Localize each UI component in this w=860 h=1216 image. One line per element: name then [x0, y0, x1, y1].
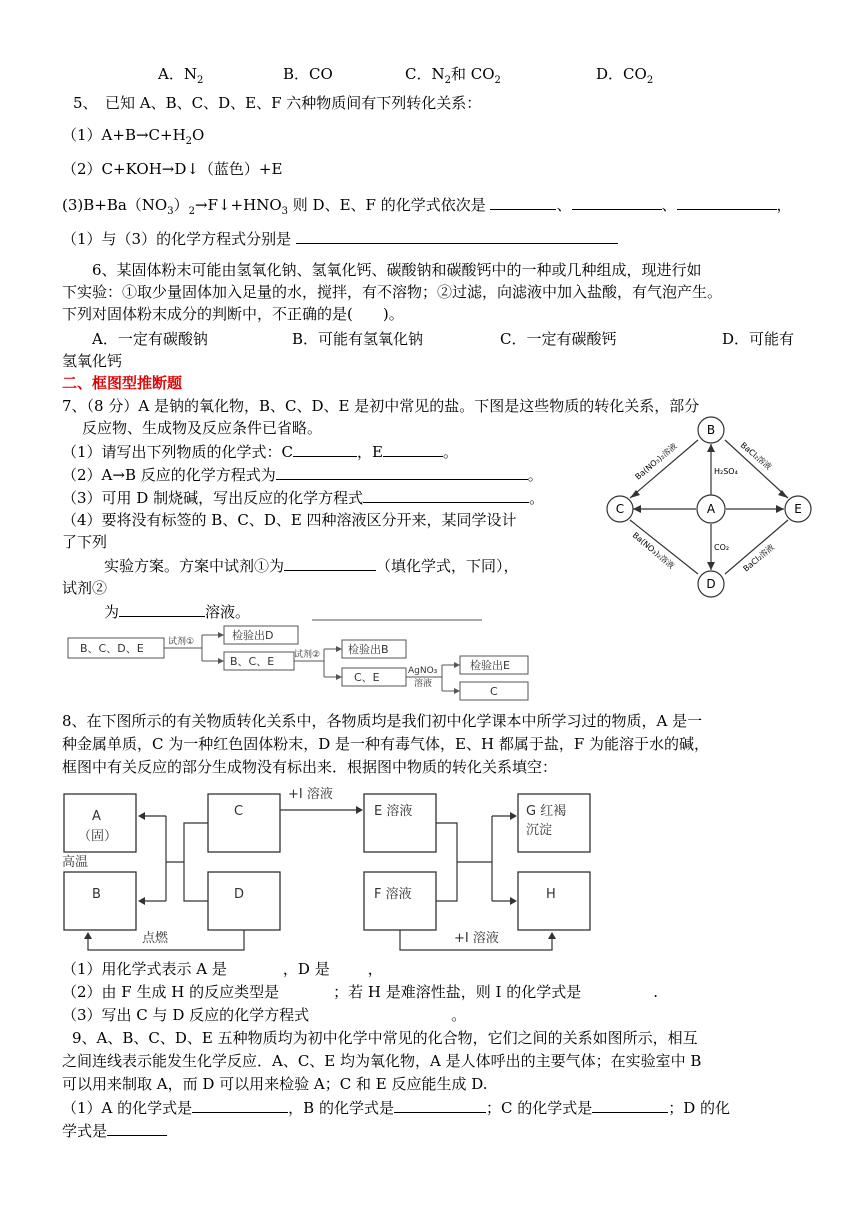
q7-part2: （2）A→B 反应的化学方程式为 。 [62, 463, 543, 486]
q6-option-b: B．可能有氢氧化钠 [292, 330, 424, 348]
label-co2: CO₂ [714, 543, 730, 552]
node-c: C [615, 502, 625, 516]
q7-line1: 7、（8 分）A 是钠的氧化物，B、C、D、E 是初中常见的盐。下图是这些物质的转化关系，部分 [62, 397, 700, 415]
box-g-sub: 沉淀 [526, 823, 553, 838]
label-bottom-reagent: +I 溶液 [454, 931, 499, 946]
flow-out2: 检验出B [348, 643, 389, 656]
label-ba-bot: Ba(NO₃)₂溶液 [630, 530, 676, 571]
q7-part4-line4: 试剂② [62, 579, 108, 597]
q9-line2: 之间连线表示能发生化学反应．A、C、E 均为氧化物，A 是人体呼出的主要气体；在实验室中 B [62, 1052, 702, 1070]
label-ba-top: Ba(NO₃)₂溶液 [633, 441, 679, 482]
label-h2so4: H₂SO₄ [714, 467, 738, 476]
q6-line3: 下列对固体粉末成分的判断中，不正确的是( )。 [62, 305, 404, 323]
label-bacl-bot: BaCl₂溶液 [741, 542, 776, 574]
q9-part1-cont: 学式是 [62, 1119, 167, 1142]
q4-option-c: C．$N_2$和 $CO_2$ [405, 65, 501, 86]
q7-part4-line5: 为 溶液。 [104, 600, 250, 623]
label-dianran: 点燃 [142, 931, 169, 946]
q6-line2: 下实验：①取少量固体加入足量的水，搅拌，有不溶物；②过滤，向滤液中加入盐酸，有气泡产生。 [62, 283, 723, 301]
q6-option-d-cont: 氢氧化钙 [62, 352, 123, 370]
q8-part3: （3）写出 C 与 D 反应的化学方程式 。 [62, 1006, 467, 1024]
q5-eq2: （2）C+KOH→D↓（蓝色）+E [62, 160, 283, 178]
flow-ce: C、E [354, 671, 380, 684]
q6-option-c: C．一定有碳酸钙 [500, 330, 617, 348]
flow-reagent3b: 溶液 [414, 679, 433, 689]
q7-part3: （3）可用 D 制烧碱，写出反应的化学方程式 。 [62, 486, 544, 509]
label-top-reagent: +I 溶液 [288, 787, 333, 802]
flow-out1: 检验出D [232, 629, 274, 642]
q4-option-d: D．$CO_2$ [596, 65, 654, 86]
flow-reagent1: 试剂① [168, 637, 195, 647]
flow-out4: C [490, 685, 498, 698]
section-title: 二、框图型推断题 [62, 374, 183, 392]
q7-line2: 反应物、生成物及反应条件已省略。 [82, 419, 323, 437]
q8-part2: （2）由 F 生成 H 的反应类型是 ；若 H 是难溶性盐，则 I 的化学式是 . [62, 983, 658, 1001]
q6-option-d: D．可能有 [722, 330, 795, 348]
flow-out3: 检验出E [470, 659, 510, 672]
q4-option-a: A．$N_2$ [158, 65, 204, 86]
flow-reagent3: AgNO₃ [408, 666, 438, 676]
node-d: D [706, 577, 716, 591]
flow-start: B、C、D、E [80, 642, 144, 655]
box-a-sub: （固） [78, 829, 118, 844]
node-a: A [706, 502, 716, 516]
q7-diagram [600, 408, 830, 598]
q5-last: （1）与（3）的化学方程式分别是 [62, 227, 618, 250]
q9-line1: 9、A、B、C、D、E 五种物质均为初中化学中常见的化合物，它们之间的关系如图所示，相互 [72, 1029, 698, 1047]
q6-option-a: A．一定有碳酸钠 [92, 330, 208, 348]
q7-part4-line1: （4）要将没有标签的 B、C、D、E 四种溶液区分开来，某同学设计 [62, 511, 517, 529]
box-g: G 红褐 [526, 804, 567, 819]
box-e: E 溶液 [374, 804, 413, 819]
q7-part4-line2: 了下列 [62, 533, 108, 551]
q5-eq1: $(1)A+B\to C+H_2O$ [62, 126, 205, 147]
q5-stem: 5、 已知 A、B、C、D、E、F 六种物质间有下列转化关系： [73, 94, 482, 112]
flow-mid: B、C、E [230, 655, 275, 668]
q4-option-b: B．CO [283, 65, 333, 83]
q8-part1: （1）用化学式表示 A 是 ，D 是 ， [62, 960, 383, 978]
node-b: B [706, 423, 716, 437]
box-b: B [92, 887, 101, 902]
box-f: F 溶液 [374, 887, 412, 902]
label-bacl-top: BaCl₂溶液 [738, 440, 774, 472]
q7-flowchart [62, 618, 542, 710]
q8-diagram [62, 780, 592, 955]
box-a: A [92, 809, 101, 824]
q8-line1: 8、在下图所示的有关物质转化关系中，各物质均是我们初中化学课本中所学习过的物质，A 是一 [62, 712, 703, 730]
flow-reagent2: 试剂② [294, 650, 321, 660]
box-h: H [546, 887, 556, 902]
box-d: D [234, 887, 245, 902]
box-c: C [234, 804, 244, 819]
node-e: E [794, 502, 802, 516]
q9-part1: （1）A 的化学式是 ，B 的化学式是 ；C 的化学式是 ；D 的化 [62, 1096, 730, 1119]
q6-line1: 6、某固体粉末可能由氢氧化钠、氢氧化钙、碳酸钠和碳酸钙中的一种或几种组成，现进行如 [92, 261, 702, 279]
q5-eq3: $(3)B+Ba(NO_3)_2\to F↓+HNO_3$ 则 D、E、F 的化学式依次是 、 、 ， [62, 193, 792, 223]
q9-line3: 可以用来制取 A，而 D 可以用来检验 A；C 和 E 反应能生成 D. [62, 1075, 488, 1093]
q7-part4-line3: 实验方案。方案中试剂①为 （填化学式，下同）， [104, 554, 519, 577]
q8-line3: 框图中有关反应的部分生成物没有标出来．根据图中物质的转化关系填空： [62, 758, 558, 776]
q7-part1: （1）请写出下列物质的化学式：C ，E 。 [62, 440, 458, 463]
q8-line2: 种金属单质，C 为一种红色固体粉末，D 是一种有毒气体，E、H 都属于盐，F 为能溶于水的碱， [62, 735, 710, 753]
label-gaowen: 高温 [62, 855, 89, 870]
